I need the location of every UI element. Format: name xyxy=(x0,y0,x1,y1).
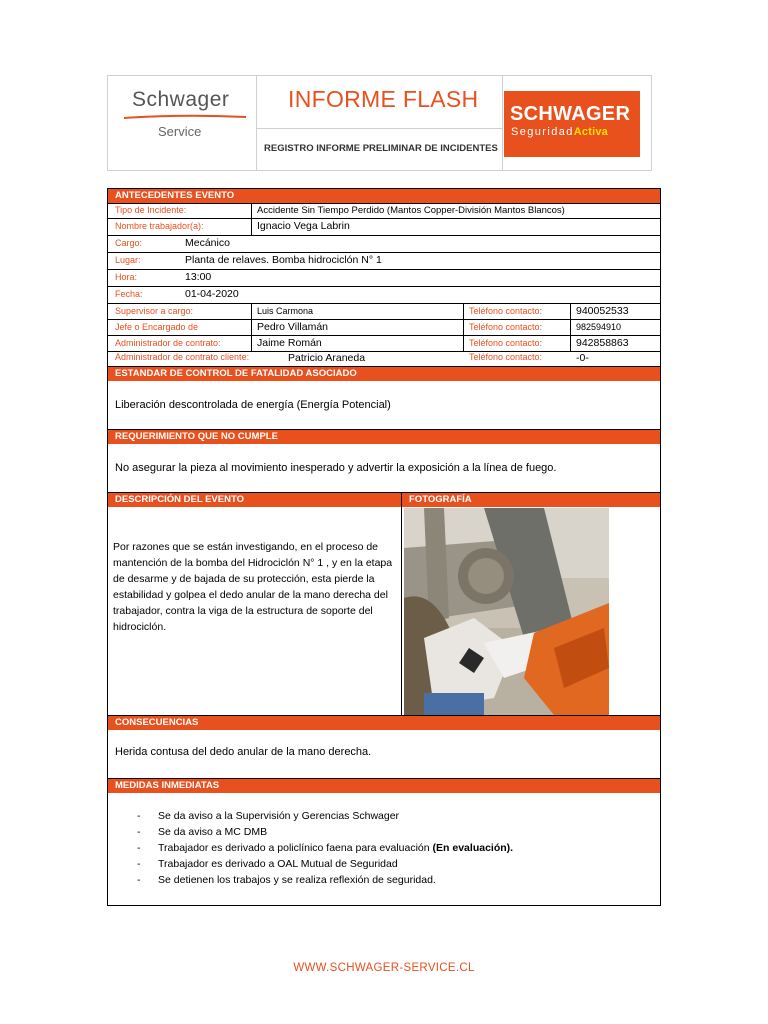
contact-label: Administrador de contrato: xyxy=(115,338,221,348)
phone-value: 940052533 xyxy=(576,305,629,317)
medida-text: Trabajador es derivado a policlínico faena para evaluación xyxy=(158,842,433,854)
incident-photo xyxy=(404,508,609,715)
cargo-label: Cargo: xyxy=(115,238,143,248)
logo-left-sub: Service xyxy=(158,124,202,139)
contact-name: Luis Carmona xyxy=(257,306,314,316)
row-contact xyxy=(107,304,661,320)
hora-value: 13:00 xyxy=(185,271,212,283)
consecuencias-text: Herida contusa del dedo anular de la mano derecha. xyxy=(115,746,372,758)
schwager-service-logo xyxy=(108,76,256,170)
contact-name: Patricio Araneda xyxy=(288,352,366,364)
estandar-text: Liberación descontrolada de energía (Energía Potencial) xyxy=(115,399,391,411)
row-contact xyxy=(107,352,661,367)
header-divider xyxy=(502,76,503,170)
hora-label: Hora: xyxy=(115,272,138,282)
requerimiento-box xyxy=(107,444,661,493)
section-fotografia-header: FOTOGRAFÍA xyxy=(401,492,661,508)
lugar-label: Lugar: xyxy=(115,255,141,265)
logo-right-sub xyxy=(511,126,608,138)
tipo-value: Accidente Sin Tiempo Perdido (Mantos Copper-División Mantos Blancos) xyxy=(257,205,565,216)
medida-text: Se detienen los trabajos y se realiza reflexión de seguridad. xyxy=(158,874,436,886)
consecuencias-box xyxy=(107,730,661,779)
row-lugar xyxy=(107,253,661,270)
cell-divider xyxy=(463,336,464,351)
cell-divider xyxy=(251,219,252,235)
fecha-value: 01-04-2020 xyxy=(185,288,239,300)
row-tipo-incidente xyxy=(107,203,661,219)
row-nombre xyxy=(107,219,661,236)
header-divider xyxy=(256,76,257,170)
cell-divider xyxy=(251,336,252,351)
cell-divider xyxy=(463,304,464,319)
header-divider xyxy=(256,128,502,129)
report-subtitle: REGISTRO INFORME PRELIMINAR DE INCIDENTES xyxy=(264,143,498,154)
row-contact xyxy=(107,336,661,352)
report-title: INFORME FLASH xyxy=(288,86,479,112)
logo-left-name: Schwager xyxy=(132,88,230,111)
cell-divider xyxy=(251,203,252,218)
row-hora xyxy=(107,270,661,287)
cell-divider xyxy=(251,304,252,319)
contact-label: Administrador de contrato cliente: xyxy=(115,352,250,362)
descripcion-text: Por razones que se están investigando, en el proceso de mantención de la bomba del Hidrociclón N° 1 , y en la etapa de desarme y de bajada de su protección, esta pierde la estabilidad y golpea el dedo anular de la mano derecha del trabajador, contra la viga de la estructura de soporte del hidrociclón. xyxy=(113,541,393,633)
footer-website-link[interactable]: WWW.SCHWAGER-SERVICE.CL xyxy=(293,962,475,974)
section-descripcion-header: DESCRIPCIÓN DEL EVENTO xyxy=(107,492,402,508)
cell-divider xyxy=(251,320,252,335)
tipo-label: Tipo de Incidente: xyxy=(115,205,187,215)
section-consecuencias-header: CONSECUENCIAS xyxy=(107,715,661,731)
cell-divider xyxy=(570,336,571,351)
row-cargo xyxy=(107,236,661,253)
list-item xyxy=(137,824,513,840)
cell-divider xyxy=(570,304,571,319)
section-medidas-header: MEDIDAS INMEDIATAS xyxy=(107,778,661,794)
list-item xyxy=(137,808,513,824)
requerimiento-text: No asegurar la pieza al movimiento inesperado y advertir la exposición a la línea de fuego. xyxy=(115,462,557,474)
medida-text: Se da aviso a MC DMB xyxy=(158,826,268,838)
section-requerimiento-header: REQUERIMIENTO QUE NO CUMPLE xyxy=(107,429,661,445)
medidas-list xyxy=(137,808,513,888)
contact-name: Pedro Villamán xyxy=(257,321,329,333)
phone-value: -0- xyxy=(576,352,589,364)
descripcion-box xyxy=(107,507,402,716)
row-contact xyxy=(107,320,661,336)
phone-label: Teléfono contacto: xyxy=(469,352,543,362)
medida-text: Se da aviso a la Supervisión y Gerencias Schwager xyxy=(158,810,400,822)
estandar-box xyxy=(107,381,661,430)
schwager-seguridad-logo xyxy=(504,91,640,157)
phone-value: 982594910 xyxy=(576,322,622,332)
nombre-label: Nombre trabajador(a): xyxy=(115,221,204,231)
logo-swoosh-icon xyxy=(124,113,246,119)
cell-divider xyxy=(570,320,571,335)
list-item xyxy=(137,840,513,856)
contact-label: Supervisor a cargo: xyxy=(115,306,194,316)
phone-label: Teléfono contacto: xyxy=(469,322,543,332)
section-estandar-header: ESTANDAR DE CONTROL DE FATALIDAD ASOCIADO xyxy=(107,366,661,382)
phone-value: 942858863 xyxy=(576,337,629,349)
fecha-label: Fecha: xyxy=(115,289,143,299)
cargo-value: Mecánico xyxy=(185,237,230,249)
logo-right-sub-b: Activa xyxy=(573,126,608,138)
lugar-value: Planta de relaves. Bomba hidrociclón N° 1 xyxy=(185,254,382,266)
medida-text: Trabajador es derivado a OAL Mutual de Seguridad xyxy=(158,858,398,870)
nombre-value: Ignacio Vega Labrin xyxy=(257,220,350,232)
cell-divider xyxy=(463,320,464,335)
list-item xyxy=(137,872,513,888)
medidas-box xyxy=(107,793,661,906)
row-fecha xyxy=(107,287,661,304)
section-antecedentes-header: ANTECEDENTES EVENTO xyxy=(107,188,661,204)
list-item xyxy=(137,856,513,872)
contact-label: Jefe o Encargado de xyxy=(115,322,199,332)
phone-label: Teléfono contacto: xyxy=(469,306,543,316)
logo-right-main: SCHWAGER xyxy=(510,103,631,125)
phone-label: Teléfono contacto: xyxy=(469,338,543,348)
contact-name: Jaime Román xyxy=(257,337,322,349)
logo-right-sub-a: Seguridad xyxy=(511,126,574,138)
medida-bold: (En evaluación). xyxy=(432,842,514,854)
